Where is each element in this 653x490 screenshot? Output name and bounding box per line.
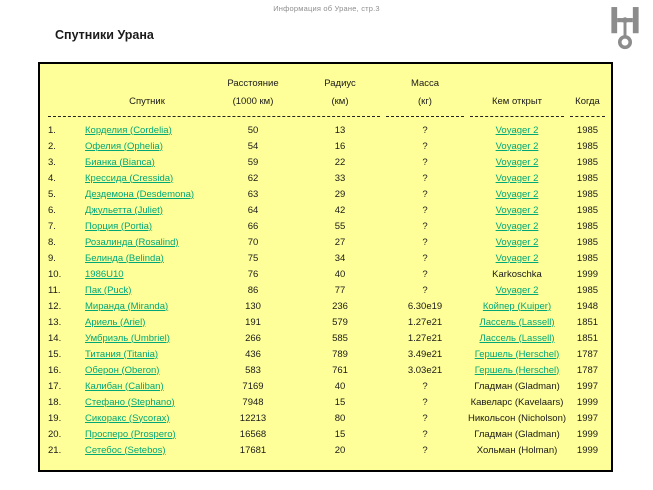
col-radius-units: (км) (331, 95, 349, 107)
distance-value: 54 (247, 140, 259, 152)
discoverer[interactable]: Гершель (Herschel) (474, 364, 560, 376)
year-value: 1851 (576, 316, 599, 328)
row-number: 16. (48, 364, 62, 376)
discoverer: Хольман (Holman) (476, 444, 558, 456)
row-number: 7. (48, 220, 56, 232)
row-number: 2. (48, 140, 56, 152)
satellite-link[interactable]: Крессида (Cressida) (85, 172, 174, 184)
year-value: 1851 (576, 332, 599, 344)
radius-value: 80 (334, 412, 346, 424)
row-number: 9. (48, 252, 56, 264)
col-when-label: Когда (575, 95, 600, 107)
header-separator (45, 110, 608, 122)
year-value: 1985 (576, 204, 599, 216)
col-distance-label: Расстояние (227, 77, 279, 89)
mass-value: ? (422, 284, 428, 296)
mass-value: ? (422, 156, 428, 168)
satellite-link[interactable]: Просперо (Prospero) (85, 428, 176, 440)
radius-value: 16 (334, 140, 346, 152)
discoverer: Гладман (Gladman) (474, 380, 560, 392)
discoverer: Никольсон (Nicholson) (467, 412, 567, 424)
table-row (45, 282, 608, 298)
discoverer[interactable]: Voyager 2 (495, 188, 539, 200)
mass-value: ? (422, 172, 428, 184)
row-number: 5. (48, 188, 56, 200)
distance-value: 86 (247, 284, 259, 296)
distance-value: 64 (247, 204, 259, 216)
discoverer: Karkoschka (492, 268, 542, 280)
satellite-link[interactable]: Оберон (Oberon) (85, 364, 160, 376)
year-value: 1985 (576, 124, 599, 136)
mass-value: ? (422, 188, 428, 200)
page-title: Спутники Урана (55, 28, 154, 42)
radius-value: 55 (334, 220, 346, 232)
discoverer[interactable]: Voyager 2 (495, 284, 539, 296)
table-row (45, 330, 608, 346)
radius-value: 761 (332, 364, 348, 376)
mass-value: ? (422, 236, 428, 248)
satellite-link[interactable]: Розалинда (Rosalind) (85, 236, 179, 248)
row-number: 6. (48, 204, 56, 216)
row-number: 11. (48, 284, 61, 296)
year-value: 1985 (576, 284, 599, 296)
row-number: 8. (48, 236, 56, 248)
table-row (45, 426, 608, 442)
year-value: 1999 (576, 396, 599, 408)
table-row (45, 266, 608, 282)
satellite-link[interactable]: Калибан (Caliban) (85, 380, 164, 392)
distance-value: 50 (247, 124, 259, 136)
discoverer[interactable]: Voyager 2 (495, 252, 539, 264)
mass-value: 6.30e19 (407, 300, 443, 312)
discoverer[interactable]: Лассель (Lassell) (479, 332, 555, 344)
radius-value: 33 (334, 172, 346, 184)
year-value: 1985 (576, 140, 599, 152)
col-satellite-label: Спутник (129, 95, 165, 107)
separator-dash (470, 116, 564, 117)
distance-value: 17681 (239, 444, 267, 456)
mass-value: 3.49e21 (407, 348, 443, 360)
col-mass-units: (кг) (418, 95, 432, 107)
discoverer[interactable]: Voyager 2 (495, 156, 539, 168)
satellite-link[interactable]: Офелия (Ophelia) (85, 140, 163, 152)
row-number: 14. (48, 332, 62, 344)
row-number: 12. (48, 300, 62, 312)
radius-value: 15 (334, 428, 346, 440)
discoverer[interactable]: Voyager 2 (495, 220, 539, 232)
distance-value: 191 (245, 316, 261, 328)
distance-value: 66 (247, 220, 259, 232)
page-header-text: Информация об Уране, стр.3 (273, 4, 380, 13)
row-number: 17. (48, 380, 62, 392)
distance-value: 436 (245, 348, 261, 360)
satellite-link[interactable]: Титания (Titania) (85, 348, 159, 360)
mass-value: ? (422, 444, 428, 456)
mass-value: ? (422, 380, 428, 392)
satellite-link[interactable]: Порция (Portia) (85, 220, 153, 232)
row-number: 10. (48, 268, 62, 280)
radius-value: 13 (334, 124, 346, 136)
year-value: 1997 (576, 412, 599, 424)
row-number: 18. (48, 396, 62, 408)
satellite-link[interactable]: Сетебос (Setebos) (85, 444, 166, 456)
year-value: 1985 (576, 252, 599, 264)
year-value: 1985 (576, 188, 599, 200)
radius-value: 579 (332, 316, 348, 328)
table-row (45, 378, 608, 394)
satellite-link[interactable]: Джульетта (Juliet) (85, 204, 163, 216)
table-row (45, 154, 608, 170)
row-number: 13. (48, 316, 62, 328)
distance-value: 583 (245, 364, 261, 376)
radius-value: 34 (334, 252, 346, 264)
satellite-link[interactable]: 1986U10 (85, 268, 124, 280)
satellites-table (45, 74, 608, 458)
year-value: 1999 (576, 444, 599, 456)
discoverer[interactable]: Voyager 2 (495, 124, 539, 136)
mass-value: 3.03e21 (407, 364, 443, 376)
table-header-row-1 (45, 74, 608, 92)
mass-value: ? (422, 268, 428, 280)
distance-value: 70 (247, 236, 259, 248)
year-value: 1787 (576, 348, 599, 360)
mass-value: ? (422, 220, 428, 232)
year-value: 1948 (576, 300, 599, 312)
distance-value: 75 (247, 252, 259, 264)
mass-value: ? (422, 412, 428, 424)
col-radius-label: Радиус (324, 77, 356, 89)
row-number: 3. (48, 156, 56, 168)
table-header-row-2 (45, 92, 608, 110)
col-distance-units: (1000 км) (232, 95, 274, 107)
year-value: 1999 (576, 428, 599, 440)
uranus-symbol-icon (609, 6, 641, 50)
radius-value: 27 (334, 236, 346, 248)
satellite-link[interactable]: Корделия (Cordelia) (85, 124, 172, 136)
table-row (45, 346, 608, 362)
discoverer[interactable]: Voyager 2 (495, 140, 539, 152)
row-number: 19. (48, 412, 62, 424)
year-value: 1999 (576, 268, 599, 280)
distance-value: 62 (247, 172, 259, 184)
mass-value: ? (422, 124, 428, 136)
distance-value: 16568 (239, 428, 267, 440)
distance-value: 266 (245, 332, 261, 344)
discoverer[interactable]: Voyager 2 (495, 236, 539, 248)
table-row (45, 122, 608, 138)
separator-dash (570, 116, 605, 117)
col-mass-label: Масса (410, 77, 440, 89)
year-value: 1997 (576, 380, 599, 392)
table-row (45, 218, 608, 234)
mass-value: 1.27e21 (407, 316, 443, 328)
table-row (45, 202, 608, 218)
row-number: 1. (48, 124, 56, 136)
discoverer[interactable]: Voyager 2 (495, 172, 539, 184)
table-row (45, 362, 608, 378)
table-row (45, 170, 608, 186)
satellite-link[interactable]: Сикоракс (Sycorax) (85, 412, 170, 424)
separator-dash (386, 116, 464, 117)
row-number: 21. (48, 444, 62, 456)
table-row (45, 138, 608, 154)
table-row (45, 298, 608, 314)
table-row (45, 186, 608, 202)
radius-value: 236 (332, 300, 348, 312)
col-discoverer-label: Кем открыт (491, 95, 543, 107)
mass-value: ? (422, 140, 428, 152)
distance-value: 130 (245, 300, 261, 312)
satellite-link[interactable]: Бианка (Bianca) (85, 156, 155, 168)
mass-value: ? (422, 396, 428, 408)
discoverer[interactable]: Гершель (Herschel) (474, 348, 560, 360)
discoverer[interactable]: Лассель (Lassell) (479, 316, 555, 328)
radius-value: 42 (334, 204, 346, 216)
radius-value: 789 (332, 348, 348, 360)
year-value: 1985 (576, 220, 599, 232)
satellite-link[interactable]: Умбриэль (Umbriel) (85, 332, 170, 344)
distance-value: 7169 (242, 380, 264, 392)
radius-value: 40 (334, 380, 346, 392)
separator-dash (48, 116, 380, 117)
discoverer[interactable]: Voyager 2 (495, 204, 539, 216)
mass-value: ? (422, 428, 428, 440)
row-number: 20. (48, 428, 62, 440)
distance-value: 12213 (239, 412, 267, 424)
discoverer: Кавеларс (Kavelaars) (470, 396, 564, 408)
year-value: 1985 (576, 172, 599, 184)
mass-value: ? (422, 204, 428, 216)
row-number: 15. (48, 348, 62, 360)
discoverer: Гладман (Gladman) (474, 428, 560, 440)
radius-value: 585 (332, 332, 348, 344)
mass-value: 1.27e21 (407, 332, 443, 344)
table-row (45, 410, 608, 426)
distance-value: 7948 (242, 396, 264, 408)
distance-value: 59 (247, 156, 259, 168)
radius-value: 15 (334, 396, 346, 408)
year-value: 1787 (576, 364, 599, 376)
table-row (45, 234, 608, 250)
satellite-link[interactable]: Пак (Puck) (85, 284, 132, 296)
radius-value: 40 (334, 268, 346, 280)
table-row (45, 442, 608, 458)
row-number: 4. (48, 172, 56, 184)
year-value: 1985 (576, 156, 599, 168)
satellite-link[interactable]: Дездемона (Desdemona) (85, 188, 195, 200)
table-row (45, 394, 608, 410)
distance-value: 63 (247, 188, 259, 200)
radius-value: 20 (334, 444, 346, 456)
satellites-table-panel (38, 62, 613, 472)
distance-value: 76 (247, 268, 259, 280)
discoverer[interactable]: Койпер (Kuiper) (482, 300, 552, 312)
radius-value: 22 (334, 156, 346, 168)
table-row (45, 250, 608, 266)
radius-value: 29 (334, 188, 346, 200)
radius-value: 77 (334, 284, 346, 296)
table-row (45, 314, 608, 330)
mass-value: ? (422, 252, 428, 264)
satellite-link[interactable]: Белинда (Belinda) (85, 252, 164, 264)
satellite-link[interactable]: Миранда (Miranda) (85, 300, 169, 312)
year-value: 1985 (576, 236, 599, 248)
satellite-link[interactable]: Стефано (Stephano) (85, 396, 175, 408)
satellite-link[interactable]: Ариель (Ariel) (85, 316, 146, 328)
